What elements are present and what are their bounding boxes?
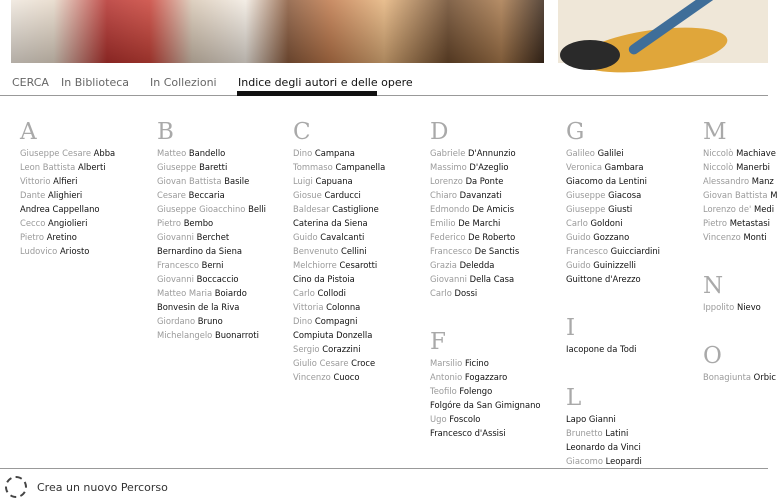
author-last-name: Lapo Gianni bbox=[566, 414, 616, 424]
index-letter-m: M bbox=[703, 119, 727, 145]
author-first-name: Giuseppe bbox=[566, 204, 606, 214]
author-first-name: Giovanni bbox=[430, 274, 467, 284]
author-last-name: Corazzini bbox=[322, 344, 361, 354]
author-link[interactable] bbox=[157, 286, 266, 300]
author-link[interactable] bbox=[293, 328, 385, 342]
author-link[interactable] bbox=[293, 356, 385, 370]
index-column-3 bbox=[293, 118, 385, 384]
add-path-icon[interactable] bbox=[5, 476, 27, 498]
author-last-name: Compiuta Donzella bbox=[293, 330, 373, 340]
author-link[interactable] bbox=[430, 174, 541, 188]
author-link[interactable] bbox=[157, 328, 266, 342]
tab-in-collezioni[interactable]: In Collezioni bbox=[150, 76, 217, 89]
author-link[interactable] bbox=[703, 230, 777, 244]
author-first-name: Baldesar bbox=[293, 204, 330, 214]
author-link[interactable] bbox=[293, 300, 385, 314]
author-last-name: Bonvesin de la Riva bbox=[157, 302, 240, 312]
author-last-name: Gozzano bbox=[593, 232, 630, 242]
author-link[interactable] bbox=[157, 174, 266, 188]
author-link[interactable] bbox=[703, 202, 777, 216]
tab-bar bbox=[0, 72, 768, 96]
index-letter-f: F bbox=[430, 329, 446, 355]
author-link[interactable] bbox=[157, 244, 266, 258]
author-first-name: Marsilio bbox=[430, 358, 463, 368]
author-last-name: Cavalcanti bbox=[320, 232, 365, 242]
author-link[interactable] bbox=[157, 258, 266, 272]
author-first-name: Giordano bbox=[157, 316, 196, 326]
author-link[interactable] bbox=[157, 160, 266, 174]
author-last-name: Giacomo da Lentini bbox=[566, 176, 647, 186]
author-last-name: Davanzati bbox=[459, 190, 502, 200]
author-first-name: Giuseppe Gioacchino bbox=[157, 204, 246, 214]
author-first-name: Giulio Cesare bbox=[293, 358, 349, 368]
author-last-name: Beccaria bbox=[188, 190, 225, 200]
index-letter-d: D bbox=[430, 119, 449, 145]
author-last-name: Colonna bbox=[326, 302, 361, 312]
author-link[interactable] bbox=[430, 426, 541, 440]
author-last-name: Fogazzaro bbox=[464, 372, 508, 382]
author-first-name: Antonio bbox=[430, 372, 463, 382]
author-link[interactable] bbox=[157, 272, 266, 286]
author-last-name: Cino da Pistoia bbox=[293, 274, 355, 284]
author-link[interactable] bbox=[293, 160, 385, 174]
author-last-name: Medi bbox=[754, 204, 775, 214]
index-letter-g: G bbox=[566, 119, 585, 145]
author-last-name: Baretti bbox=[199, 162, 228, 172]
author-first-name: Guido bbox=[566, 260, 591, 270]
author-link[interactable] bbox=[20, 244, 115, 258]
author-first-name: Vittoria bbox=[293, 302, 324, 312]
author-last-name: Carducci bbox=[324, 190, 361, 200]
author-link[interactable] bbox=[566, 174, 660, 188]
author-first-name: Carlo bbox=[293, 288, 315, 298]
author-link[interactable] bbox=[566, 244, 660, 258]
author-first-name: Giuseppe bbox=[566, 190, 606, 200]
hero-banner bbox=[0, 0, 768, 66]
author-last-name: Buonarroti bbox=[214, 330, 259, 340]
author-first-name: Giovanni bbox=[157, 274, 194, 284]
author-last-name: Machiave bbox=[736, 148, 776, 158]
author-last-name: Boccaccio bbox=[196, 274, 239, 284]
author-first-name: Cecco bbox=[20, 218, 46, 228]
author-first-name: Ugo bbox=[430, 414, 447, 424]
author-first-name: Dino bbox=[293, 148, 313, 158]
author-first-name: Giovanni bbox=[157, 232, 194, 242]
author-link[interactable] bbox=[293, 216, 385, 230]
author-last-name: Cuoco bbox=[333, 372, 360, 382]
author-link[interactable] bbox=[566, 202, 660, 216]
index-column-5 bbox=[566, 118, 660, 468]
author-link[interactable] bbox=[566, 342, 660, 356]
author-link[interactable] bbox=[566, 160, 660, 174]
author-first-name: Ippolito bbox=[703, 302, 735, 312]
author-link[interactable] bbox=[566, 426, 660, 440]
author-last-name: Iacopone da Todi bbox=[566, 344, 637, 354]
author-first-name: Gabriele bbox=[430, 148, 466, 158]
author-last-name: M bbox=[770, 190, 777, 200]
author-last-name: Bruno bbox=[197, 316, 223, 326]
author-last-name: Giusti bbox=[608, 204, 633, 214]
author-first-name: Pietro bbox=[157, 218, 182, 228]
author-last-name: Alighieri bbox=[48, 190, 83, 200]
author-last-name: Campana bbox=[314, 148, 355, 158]
author-first-name: Francesco bbox=[430, 246, 472, 256]
author-link[interactable] bbox=[430, 258, 541, 272]
hero-image-abstract[interactable] bbox=[558, 0, 768, 63]
author-link[interactable] bbox=[703, 174, 777, 188]
author-last-name: Manerbi bbox=[736, 162, 770, 172]
author-last-name: De Roberto bbox=[468, 232, 516, 242]
index-letter-n: N bbox=[703, 273, 724, 299]
author-first-name: Carlo bbox=[430, 288, 452, 298]
author-first-name: Lorenzo de' bbox=[703, 204, 752, 214]
footer-bar bbox=[0, 468, 768, 503]
author-last-name: Nievo bbox=[736, 302, 761, 312]
author-first-name: Pietro bbox=[703, 218, 728, 228]
author-first-name: Guido bbox=[293, 232, 318, 242]
author-link[interactable] bbox=[20, 160, 115, 174]
author-link[interactable] bbox=[157, 146, 266, 160]
author-link[interactable] bbox=[293, 370, 385, 384]
author-first-name: Vincenzo bbox=[293, 372, 331, 382]
author-link[interactable] bbox=[566, 454, 660, 468]
tab-cerca[interactable]: CERCA bbox=[12, 76, 49, 89]
author-first-name: Luigi bbox=[293, 176, 313, 186]
index-column-1 bbox=[20, 118, 115, 258]
author-first-name: Veronica bbox=[566, 162, 602, 172]
author-first-name: Benvenuto bbox=[293, 246, 339, 256]
author-last-name: De Marchi bbox=[458, 218, 501, 228]
author-link[interactable] bbox=[20, 216, 115, 230]
author-first-name: Matteo Maria bbox=[157, 288, 213, 298]
author-last-name: Francesco d'Assisi bbox=[430, 428, 506, 438]
author-last-name: Guittone d'Arezzo bbox=[566, 274, 641, 284]
author-last-name: Galilei bbox=[597, 148, 624, 158]
author-link[interactable] bbox=[293, 146, 385, 160]
author-first-name: Vincenzo bbox=[703, 232, 741, 242]
author-first-name: Leon Battista bbox=[20, 162, 76, 172]
author-link[interactable] bbox=[566, 412, 660, 426]
author-link[interactable] bbox=[293, 244, 385, 258]
author-last-name: Manz bbox=[751, 176, 774, 186]
author-last-name: Capuana bbox=[315, 176, 353, 186]
author-first-name: Giosue bbox=[293, 190, 322, 200]
index-letter-o: O bbox=[703, 343, 722, 369]
author-link[interactable] bbox=[430, 370, 541, 384]
tab-in-biblioteca[interactable]: In Biblioteca bbox=[61, 76, 130, 89]
author-last-name: Belli bbox=[248, 204, 266, 214]
author-link[interactable] bbox=[293, 202, 385, 216]
author-link[interactable] bbox=[430, 412, 541, 426]
author-last-name: Folgóre da San Gimignano bbox=[430, 400, 541, 410]
author-first-name: Brunetto bbox=[566, 428, 603, 438]
author-first-name: Massimo bbox=[430, 162, 467, 172]
author-link[interactable] bbox=[566, 230, 660, 244]
author-last-name: Alberti bbox=[78, 162, 106, 172]
index-letter-a: A bbox=[20, 119, 37, 145]
author-link[interactable] bbox=[566, 216, 660, 230]
author-last-name: Boiardo bbox=[214, 288, 247, 298]
author-last-name: D'Azeglio bbox=[469, 162, 509, 172]
author-first-name: Pietro bbox=[20, 232, 45, 242]
author-last-name: Aretino bbox=[46, 232, 77, 242]
author-link[interactable] bbox=[293, 258, 385, 272]
author-link[interactable] bbox=[157, 202, 266, 216]
author-last-name: Giacosa bbox=[608, 190, 642, 200]
author-last-name: Monti bbox=[743, 232, 767, 242]
author-link[interactable] bbox=[430, 272, 541, 286]
author-last-name: Bandello bbox=[188, 148, 226, 158]
author-link[interactable] bbox=[20, 174, 115, 188]
author-last-name: Caterina da Siena bbox=[293, 218, 368, 228]
tab-indice[interactable]: Indice degli autori e delle opere bbox=[238, 76, 413, 89]
author-link[interactable] bbox=[703, 300, 777, 314]
author-first-name: Edmondo bbox=[430, 204, 470, 214]
author-first-name: Giacomo bbox=[566, 456, 603, 466]
author-first-name: Giuseppe bbox=[157, 162, 197, 172]
author-first-name: Cesare bbox=[157, 190, 186, 200]
author-first-name: Francesco bbox=[566, 246, 608, 256]
author-last-name: Berchet bbox=[196, 232, 230, 242]
author-link[interactable] bbox=[293, 314, 385, 328]
author-last-name: Della Casa bbox=[469, 274, 515, 284]
index-column-6 bbox=[703, 118, 777, 384]
author-link[interactable] bbox=[293, 188, 385, 202]
index-letter-c: C bbox=[293, 119, 311, 145]
author-last-name: Bembo bbox=[183, 218, 214, 228]
author-first-name: Emilio bbox=[430, 218, 456, 228]
author-link[interactable] bbox=[703, 160, 777, 174]
author-first-name: Sergio bbox=[293, 344, 320, 354]
author-last-name: Foscolo bbox=[449, 414, 481, 424]
author-first-name: Galileo bbox=[566, 148, 595, 158]
author-link[interactable] bbox=[430, 188, 541, 202]
author-first-name: Niccolò bbox=[703, 148, 734, 158]
author-link[interactable] bbox=[566, 258, 660, 272]
author-first-name: Ludovico bbox=[20, 246, 58, 256]
author-first-name: Dante bbox=[20, 190, 46, 200]
author-link[interactable] bbox=[20, 202, 115, 216]
author-last-name: Croce bbox=[351, 358, 376, 368]
author-link[interactable] bbox=[293, 174, 385, 188]
author-first-name: Teofilo bbox=[430, 386, 457, 396]
author-first-name: Giuseppe Cesare bbox=[20, 148, 91, 158]
hero-image-painting[interactable] bbox=[11, 0, 544, 63]
author-link[interactable] bbox=[703, 370, 777, 384]
author-last-name: De Sanctis bbox=[474, 246, 520, 256]
author-first-name: Francesco bbox=[157, 260, 199, 270]
author-last-name: Campanella bbox=[335, 162, 386, 172]
author-first-name: Lorenzo bbox=[430, 176, 463, 186]
author-last-name: Berni bbox=[201, 260, 224, 270]
author-last-name: Guinizzelli bbox=[593, 260, 636, 270]
author-last-name: Abba bbox=[93, 148, 116, 158]
author-link[interactable] bbox=[430, 384, 541, 398]
author-last-name: Alfieri bbox=[53, 176, 78, 186]
author-first-name: Bonagiunta bbox=[703, 372, 751, 382]
author-first-name: Tommaso bbox=[293, 162, 333, 172]
author-last-name: Guicciardini bbox=[610, 246, 660, 256]
author-last-name: Deledda bbox=[459, 260, 495, 270]
author-last-name: Collodi bbox=[317, 288, 346, 298]
author-last-name: D'Annunzio bbox=[468, 148, 516, 158]
author-last-name: Andrea Cappellano bbox=[20, 204, 100, 214]
author-first-name: Matteo bbox=[157, 148, 187, 158]
author-link[interactable] bbox=[293, 286, 385, 300]
author-first-name: Carlo bbox=[566, 218, 588, 228]
author-first-name: Alessandro bbox=[703, 176, 750, 186]
author-first-name: Vittorio bbox=[20, 176, 51, 186]
index-column-4 bbox=[430, 118, 541, 440]
author-link[interactable] bbox=[157, 300, 266, 314]
author-last-name: De Amicis bbox=[472, 204, 515, 214]
author-link[interactable] bbox=[703, 146, 777, 160]
author-link[interactable] bbox=[20, 230, 115, 244]
author-first-name: Chiaro bbox=[430, 190, 457, 200]
author-first-name: Giovan Battista bbox=[157, 176, 222, 186]
author-link[interactable] bbox=[157, 314, 266, 328]
author-last-name: Dossi bbox=[454, 288, 478, 298]
author-last-name: Angiolieri bbox=[48, 218, 88, 228]
author-last-name: Cesarotti bbox=[339, 260, 378, 270]
author-link[interactable] bbox=[293, 342, 385, 356]
author-link[interactable] bbox=[430, 398, 541, 412]
author-link[interactable] bbox=[157, 230, 266, 244]
author-last-name: Da Ponte bbox=[465, 176, 504, 186]
author-first-name: Niccolò bbox=[703, 162, 734, 172]
author-link[interactable] bbox=[20, 146, 115, 160]
author-link[interactable] bbox=[20, 188, 115, 202]
author-link[interactable] bbox=[430, 356, 541, 370]
author-link[interactable] bbox=[566, 188, 660, 202]
author-link[interactable] bbox=[157, 216, 266, 230]
author-link[interactable] bbox=[430, 286, 541, 300]
author-last-name: Folengo bbox=[459, 386, 493, 396]
author-link[interactable] bbox=[430, 216, 541, 230]
author-last-name: Cellini bbox=[341, 246, 367, 256]
author-link[interactable] bbox=[566, 272, 660, 286]
author-last-name: Leonardo da Vinci bbox=[566, 442, 641, 452]
author-link[interactable] bbox=[293, 230, 385, 244]
author-last-name: Castiglione bbox=[332, 204, 379, 214]
author-link[interactable] bbox=[430, 146, 541, 160]
author-link[interactable] bbox=[430, 230, 541, 244]
author-last-name: Ficino bbox=[464, 358, 489, 368]
author-last-name: Ariosto bbox=[59, 246, 90, 256]
author-last-name: Gambara bbox=[604, 162, 644, 172]
author-last-name: Bernardino da Siena bbox=[157, 246, 243, 256]
author-last-name: Metastasi bbox=[729, 218, 770, 228]
author-first-name: Dino bbox=[293, 316, 313, 326]
author-first-name: Grazia bbox=[430, 260, 457, 270]
author-link[interactable] bbox=[566, 440, 660, 454]
author-link[interactable] bbox=[566, 146, 660, 160]
author-last-name: Goldoni bbox=[590, 218, 623, 228]
index-letter-i: I bbox=[566, 315, 576, 341]
index-column-2 bbox=[157, 118, 266, 342]
new-path-button[interactable]: Crea un nuovo Percorso bbox=[37, 481, 168, 494]
author-first-name: Federico bbox=[430, 232, 466, 242]
active-tab-indicator bbox=[237, 91, 377, 96]
author-last-name: Compagni bbox=[314, 316, 358, 326]
author-link[interactable] bbox=[430, 244, 541, 258]
author-link[interactable] bbox=[703, 216, 777, 230]
author-last-name: Basile bbox=[224, 176, 250, 186]
author-first-name: Guido bbox=[566, 232, 591, 242]
author-link[interactable] bbox=[703, 188, 777, 202]
author-last-name: Latini bbox=[605, 428, 629, 438]
author-link[interactable] bbox=[157, 188, 266, 202]
author-first-name: Melchiorre bbox=[293, 260, 337, 270]
author-first-name: Giovan Battista bbox=[703, 190, 768, 200]
author-link[interactable] bbox=[293, 272, 385, 286]
index-letter-l: L bbox=[566, 385, 582, 411]
author-first-name: Michelangelo bbox=[157, 330, 213, 340]
author-last-name: Orbic bbox=[753, 372, 776, 382]
author-last-name: Leopardi bbox=[605, 456, 642, 466]
index-letter-b: B bbox=[157, 119, 174, 145]
author-link[interactable] bbox=[430, 202, 541, 216]
author-link[interactable] bbox=[430, 160, 541, 174]
